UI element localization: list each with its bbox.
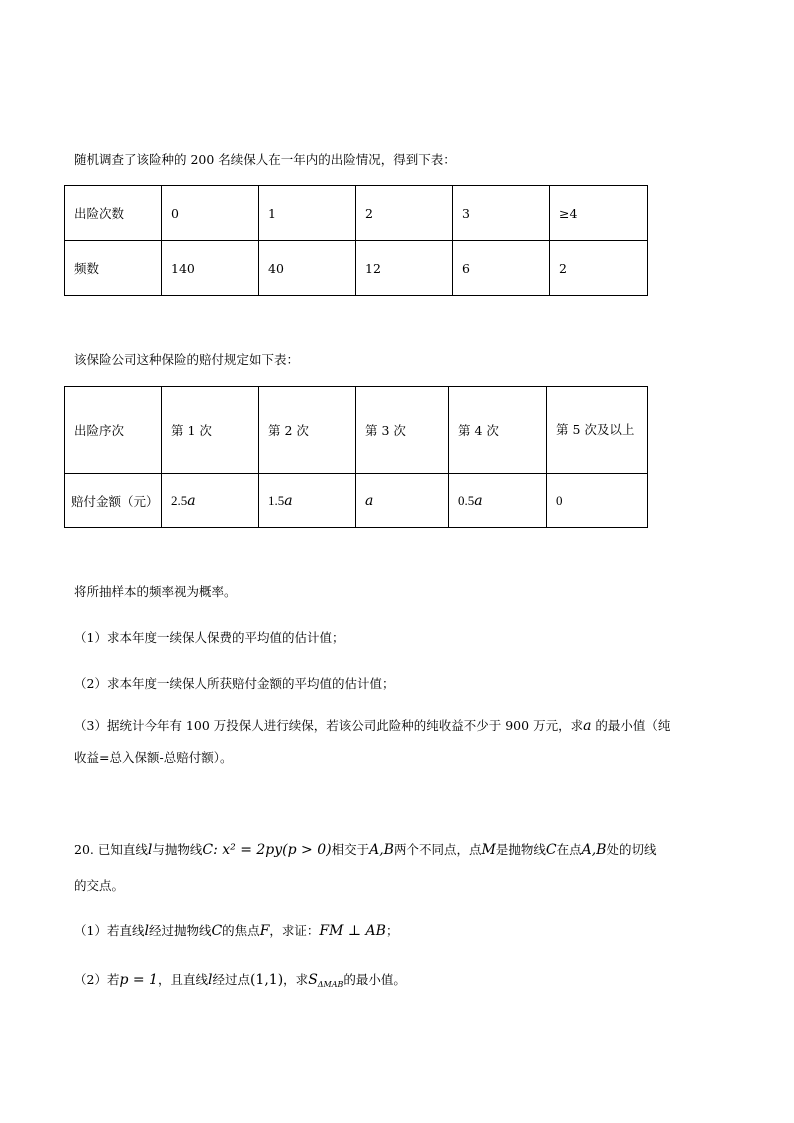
table-cell — [547, 474, 648, 528]
question-3 — [74, 716, 670, 734]
payout-number: 1.5 — [268, 492, 285, 508]
problem-20-line-2: 的交点。 — [74, 878, 125, 893]
question-text: ，求证： — [269, 923, 320, 938]
triangle-subscript: ΔMAB — [317, 980, 344, 989]
intro-text-2: 该保险公司这种保险的赔付规定如下表： — [74, 352, 300, 367]
question-text: 的最小值。 — [343, 972, 406, 987]
problem-20 — [74, 840, 656, 858]
table-cell: 出险序次 — [65, 387, 162, 474]
table-cell: 第 1 次 — [162, 387, 259, 474]
table-row — [65, 474, 648, 528]
payout-variable: a — [187, 492, 196, 509]
probability-note: 将所抽样本的频率视为概率。 — [74, 584, 237, 599]
var-C: C — [545, 842, 557, 858]
payout-number: 0 — [556, 492, 563, 508]
question-text: ； — [385, 923, 399, 938]
intro-text-1: 随机调查了该险种的 200 名续保人在一年内的出险情况，得到下表： — [74, 152, 456, 167]
table-cell: 频数 — [65, 241, 162, 296]
table-row — [65, 241, 648, 296]
var-l: l — [147, 842, 153, 858]
table-cell: 12 — [356, 241, 453, 296]
var-a: a — [583, 718, 592, 734]
problem-20-text: 与抛物线 — [152, 842, 203, 857]
question-text: ，求 — [283, 972, 309, 987]
table-row — [65, 186, 648, 241]
table-cell — [259, 474, 356, 528]
problem-20-question-2 — [74, 970, 406, 989]
table-cell: 3 — [453, 186, 550, 241]
payout-number: 0.5 — [458, 492, 475, 508]
var-M: M — [481, 842, 496, 858]
var-F: F — [259, 923, 270, 939]
payout-variable: a — [365, 492, 374, 509]
table-cell: 2 — [550, 241, 648, 296]
table-cell: 第 5 次及以上 — [547, 387, 648, 474]
table-cell: 2 — [356, 186, 453, 241]
question-3-text: （3）据统计今年有 100 万投保人进行续保，若该公司此险种的纯收益不少于 900 万元，求 — [74, 718, 584, 733]
question-2: （2）求本年度一续保人所获赔付金额的平均值的估计值； — [74, 676, 395, 691]
point-1-1: (1,1) — [249, 972, 284, 988]
table-cell: 1 — [259, 186, 356, 241]
question-text: 的焦点 — [222, 923, 260, 938]
payout-number: 2.5 — [171, 492, 188, 508]
parabola-equation: : x² = 2py(p > 0) — [213, 842, 332, 858]
table-cell — [162, 474, 259, 528]
problem-20-text: 两个不同点，点 — [393, 842, 482, 857]
payout-variable: a — [284, 492, 293, 509]
question-text: ，且直线 — [157, 972, 208, 987]
var-C: C — [202, 842, 214, 858]
table-cell: 140 — [162, 241, 259, 296]
table-cell: ≥4 — [550, 186, 648, 241]
payout-table — [64, 386, 648, 528]
table-cell: 6 — [453, 241, 550, 296]
problem-20-text: 处的切线 — [606, 842, 657, 857]
question-text: 经过抛物线 — [148, 923, 212, 938]
question-3-text-end: 的最小值（纯 — [591, 718, 671, 733]
claims-frequency-table — [64, 185, 648, 296]
table-cell: 赔付金额（元） — [65, 474, 162, 528]
question-text: （1）若直线 — [74, 923, 145, 938]
table-row — [65, 387, 648, 474]
question-text: （2）若 — [74, 972, 120, 987]
payout-variable: a — [474, 492, 483, 509]
question-1: （1）求本年度一续保人保费的平均值的估计值； — [74, 630, 345, 645]
table-cell — [356, 474, 449, 528]
points-AB: A,B — [581, 842, 607, 858]
problem-20-text: 是抛物线 — [495, 842, 546, 857]
table-cell: 第 4 次 — [449, 387, 547, 474]
table-cell: 第 3 次 — [356, 387, 449, 474]
p-equals-1: p = 1 — [119, 972, 158, 988]
var-l: l — [144, 923, 149, 939]
question-3-line-2: 收益=总入保额-总赔付额）。 — [74, 750, 233, 765]
problem-20-text: 相交于 — [331, 842, 370, 857]
table-cell: 40 — [259, 241, 356, 296]
table-cell: 第 2 次 — [259, 387, 356, 474]
var-S: S — [308, 972, 318, 988]
table-cell: 出险次数 — [65, 186, 162, 241]
problem-20-question-1 — [74, 921, 398, 939]
problem-20-text: 20. 已知直线 — [74, 842, 148, 857]
points-AB: A,B — [369, 842, 394, 858]
var-l: l — [207, 972, 213, 988]
table-cell — [449, 474, 547, 528]
var-C: C — [211, 923, 223, 939]
table-cell: 0 — [162, 186, 259, 241]
problem-20-text: 在点 — [556, 842, 582, 857]
question-text: 经过点 — [212, 972, 250, 987]
perpendicular-expression: FM ⊥ AB — [319, 923, 386, 939]
